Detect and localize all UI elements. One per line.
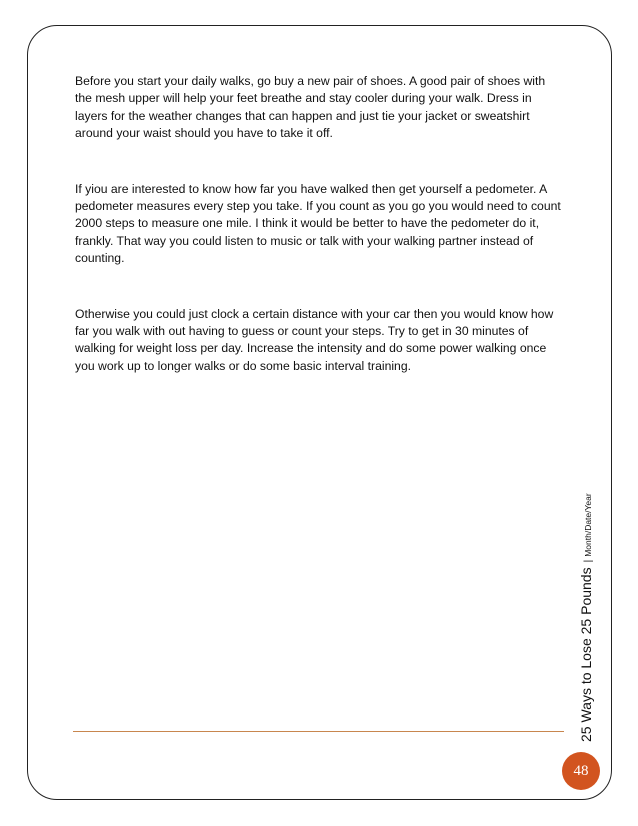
- vertical-header: [578, 493, 596, 742]
- document-title: 25 Ways to Lose 25 Pounds: [578, 567, 594, 742]
- date-placeholder: Month/Date/Year: [583, 493, 593, 557]
- body-text: [75, 73, 565, 413]
- header-separator: |: [583, 559, 594, 563]
- footer-divider: [73, 731, 564, 732]
- paragraph-shoes: Before you start your daily walks, go buy a new pair of shoes. A good pair of shoes with the mesh upper will help your feet breathe and stay cooler during your walk. Dress in layers for the weather changes that can happen and just tie your jacket or sweatshirt around your waist should you have to take it off.: [75, 74, 546, 141]
- paragraph-pedometer: If yiou are interested to know how far you have walked then get yourself a pedometer. A pedometer measures every step you take. If you count as you go you would need to count 2000 steps to measure one mile. I think it would be better to have the pedometer do it, frankly. That way you could listen to music or talk with your walking partner instead of counting.: [75, 181, 561, 266]
- paragraph-distance: Otherwise you could just clock a certain distance with your car then you would know how far you walk with out having to guess or count your steps. Try to get in 30 minutes of walking for weight loss per day. Increase the intensity and do some power walking once you work up to longer walks or do some basic interval training.: [75, 306, 554, 373]
- page-number-badge: 48: [562, 752, 600, 790]
